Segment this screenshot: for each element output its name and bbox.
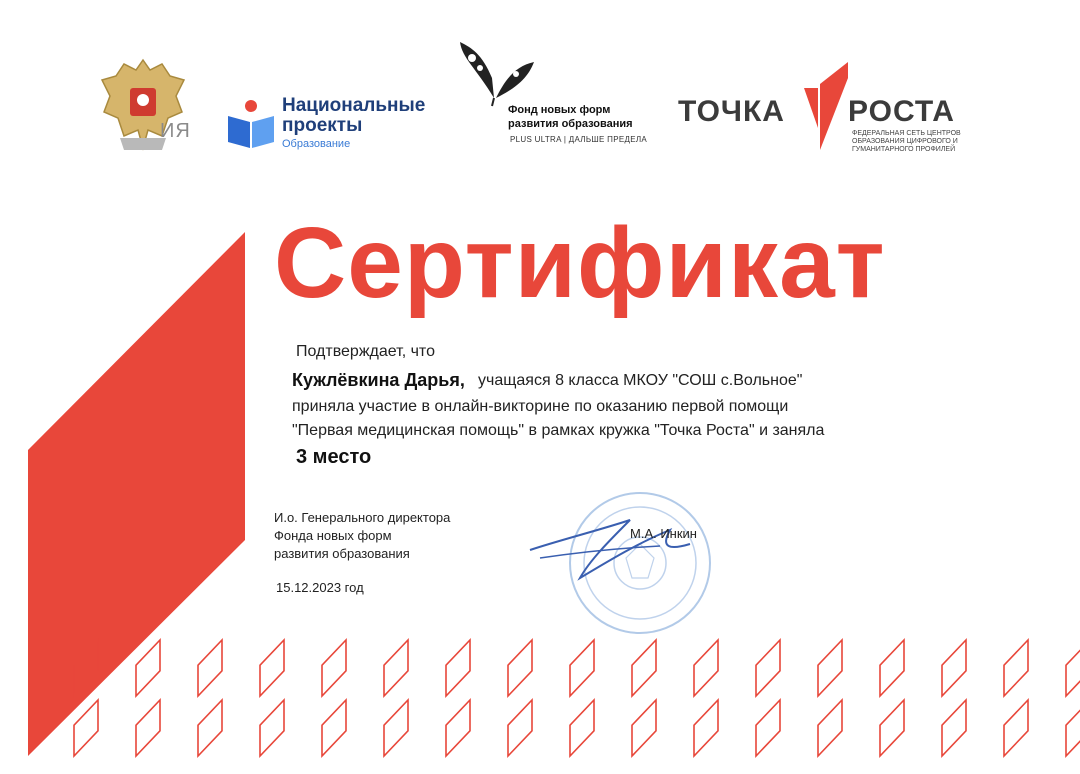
award-place: 3 место — [296, 446, 372, 468]
diamond-shape — [942, 640, 966, 696]
diamond-shape — [384, 640, 408, 696]
tochka-rosta-left-word: ТОЧКА — [678, 95, 785, 128]
diamond-shape — [508, 640, 532, 696]
butterfly-icon — [456, 38, 536, 108]
fund-motto: PLUS ULTRA | ДАЛЬШЕ ПРЕДЕЛА — [510, 135, 648, 144]
diamond-pattern — [74, 640, 1080, 756]
diamond-shape — [818, 640, 842, 696]
diamond-shape — [756, 700, 780, 756]
diamond-shape — [260, 700, 284, 756]
emblem-caption: ИЯ — [160, 120, 191, 142]
diamond-shape — [632, 700, 656, 756]
event-line: "Первая медицинская помощь" в рамках кружка "Точка Роста" и заняла — [292, 422, 825, 439]
confirm-text: Подтверждает, что — [296, 343, 435, 360]
diamond-shape — [756, 640, 780, 696]
signer-position-line-3: развития образования — [274, 546, 410, 561]
diamond-shape — [632, 640, 656, 696]
diamond-shape — [570, 640, 594, 696]
signer-position-line-1: И.о. Генерального директора — [274, 510, 451, 525]
certificate-title: Сертификат — [274, 207, 886, 319]
diamond-shape — [446, 700, 470, 756]
diamond-shape — [508, 700, 532, 756]
diamond-shape — [880, 700, 904, 756]
national-projects-title-2: проекты — [282, 115, 363, 136]
diamond-shape — [942, 700, 966, 756]
diamond-shape — [1004, 640, 1028, 696]
diamond-shape — [136, 640, 160, 696]
issue-date: 15.12.2023 год — [276, 580, 364, 595]
recipient-study-info: учащаяся 8 класса МКОУ "СОШ с.Вольное" — [478, 372, 803, 389]
tochka-rosta-mark-icon — [800, 58, 852, 152]
diamond-shape — [74, 700, 98, 756]
diamond-shape — [1066, 640, 1080, 696]
diamond-shape — [818, 700, 842, 756]
diamond-shape — [694, 640, 718, 696]
diamond-shape — [446, 640, 470, 696]
national-projects-title-1: Национальные — [282, 95, 426, 116]
recipient-name: Кужлёвкина Дарья, — [292, 370, 465, 390]
participation-line: приняла участие в онлайн-викторине по оказанию первой помощи — [292, 398, 789, 415]
diamond-shape — [880, 640, 904, 696]
diamond-shape — [322, 640, 346, 696]
diamond-shape — [260, 640, 284, 696]
diamond-shape — [694, 700, 718, 756]
diamond-shape — [570, 700, 594, 756]
signer-position-line-2: Фонда новых форм — [274, 528, 392, 543]
fund-name-line-2: развития образования — [508, 118, 633, 130]
diamond-shape — [322, 700, 346, 756]
diamond-shape — [384, 700, 408, 756]
national-projects-subtitle: Образование — [282, 138, 351, 150]
open-book-icon — [226, 98, 276, 150]
diamond-shape — [1004, 700, 1028, 756]
fund-name-line-1: Фонд новых форм — [508, 104, 611, 116]
signer-name: М.А. Инкин — [630, 526, 697, 541]
diamond-shape — [198, 700, 222, 756]
tochka-rosta-right-word: РОСТА — [848, 95, 955, 128]
diamond-shape — [136, 700, 160, 756]
tochka-rosta-subtitle: ФЕДЕРАЛЬНАЯ СЕТЬ ЦЕНТРОВ ОБРАЗОВАНИЯ ЦИФРОВОГО И ГУМАНИТАРНОГО ПРОФИЛЕЙ — [852, 130, 961, 153]
signature-icon — [520, 500, 720, 590]
diamond-shape — [198, 640, 222, 696]
diamond-shape — [1066, 700, 1080, 756]
